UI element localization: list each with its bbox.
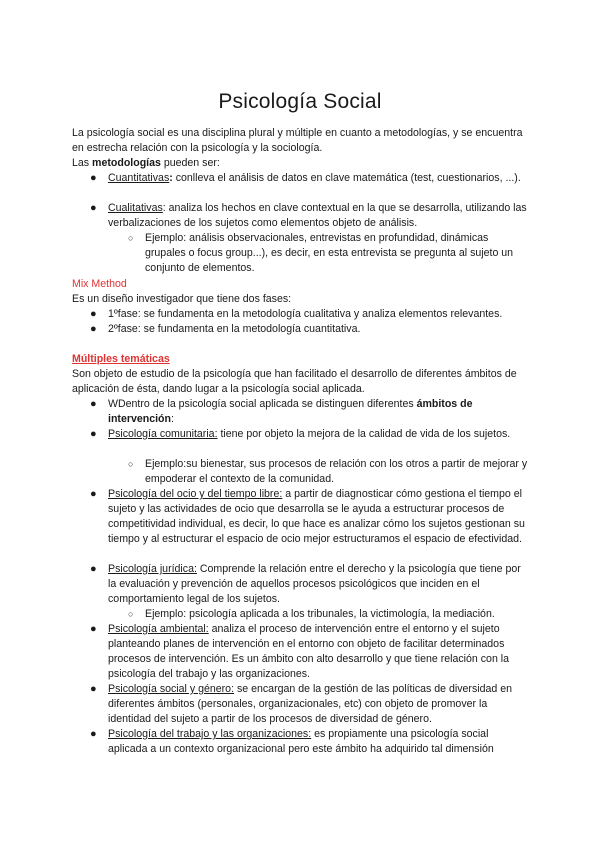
bullet-icon: ● bbox=[90, 172, 97, 184]
bullet-icon: ● bbox=[90, 488, 97, 500]
list-item-ambitos-intro: WDentro de la psicología social aplicada se distinguen diferentes ámbitos de intervención: bbox=[108, 398, 473, 425]
bullet-icon: ● bbox=[90, 202, 97, 214]
list-item-juridica: Psicología jurídica: Comprende la relación entre el derecho y la psicología que tiene por la evaluación y prevención de aquellos procesos psicológicos que inciden en el comportamiento legal de los sujetos. bbox=[108, 563, 521, 605]
bullet-icon: ● bbox=[90, 683, 97, 695]
sublist-item-comunitaria-ejemplo: Ejemplo:su bienestar, sus procesos de relación con los otros a partir de mejorar y empoderar el contexto de la comunidad. bbox=[145, 458, 528, 485]
hollow-bullet-icon: ○ bbox=[128, 609, 134, 619]
hollow-bullet-icon: ○ bbox=[128, 233, 134, 243]
mix-method-heading: Mix Method bbox=[72, 278, 127, 290]
bullet-icon: ● bbox=[90, 563, 97, 575]
page-title: Psicología Social bbox=[218, 90, 382, 113]
list-item-ocio: Psicología del ocio y del tiempo libre: a partir de diagnosticar cómo gestiona el tiempo el sujeto y las actividades de ocio que desarrolla se le ayuda a estructurar procesos de competitividad individual, es decir, lo que hace es analizar cómo los sujetos gestionan su tiempo y al estructurar el espacio de ocio mejor estructuramos el espacio de efectividad. bbox=[108, 488, 525, 545]
list-item-social-genero: Psicología social y género: se encargan de la gestión de las políticas de diversidad en diferentes ámbitos (personales, organizacionales, etc) con objeto de promover la identidad del sujeto a partir de los procesos de diversidad de género. bbox=[108, 683, 513, 725]
intro-paragraph: La psicología social es una disciplina plural y múltiple en cuanto a metodologías, y se encuentra en estrecha relación con la psicología y la sociología. bbox=[72, 127, 523, 154]
multiples-tematicas-heading: Múltiples temáticas bbox=[72, 353, 170, 365]
list-item-comunitaria: Psicología comunitaria: tiene por objeto la mejora de la calidad de vida de los sujetos. bbox=[108, 428, 511, 440]
sublist-item-juridica-ejemplo: Ejemplo: psicología aplicada a los tribunales, la victimología, la mediación. bbox=[145, 608, 495, 620]
metodologias-bold: metodologías bbox=[92, 157, 161, 169]
bullet-icon: ● bbox=[90, 398, 97, 410]
bullet-icon: ● bbox=[90, 623, 97, 635]
multiples-intro: Son objeto de estudio de la psicología que han facilitado el desarrollo de diferentes ámbitos de aplicación de ésta, dando lugar a la psicología social aplicada. bbox=[72, 368, 517, 395]
bullet-icon: ● bbox=[90, 308, 97, 320]
list-item-trabajo-organizaciones: Psicología del trabajo y las organizaciones: es propiamente una psicología social aplicada a un contexto organizacional pero este ámbito ha adquirido tal dimensión bbox=[108, 728, 494, 755]
bullet-icon: ● bbox=[90, 323, 97, 335]
list-item-cualitativas: Cualitativas: analiza los hechos en clave contextual en la que se desarrolla, utilizando las verbalizaciones de los sujetos como elementos objeto de análisis. bbox=[108, 202, 527, 229]
list-item-ambiental: Psicología ambiental: analiza el proceso de intervención entre el entorno y el sujeto planteando planes de intervención en el entorno con objeto de facilitar determinados procesos de intervención. Es un ámbito con alto desarrollo y que tiene relación con la psicología del trabajo y las organizaciones. bbox=[108, 623, 510, 680]
bullet-icon: ● bbox=[90, 728, 97, 740]
list-item-fase-2: 2ºfase: se fundamenta en la metodología cuantitativa. bbox=[108, 323, 361, 335]
list-item-fase-1: 1ºfase: se fundamenta en la metodología cualitativa y analiza elementos relevantes. bbox=[108, 308, 503, 320]
hollow-bullet-icon: ○ bbox=[128, 459, 134, 469]
sublist-item-cualitativas-ejemplo: Ejemplo: análisis observacionales, entrevistas en profundidad, dinámicas grupales o focus group...), es decir, en esta entrevista se pregunta al sujeto un conjunto de elementos. bbox=[145, 232, 514, 274]
mix-method-intro: Es un diseño investigador que tiene dos fases: bbox=[72, 293, 292, 305]
list-item-cuantitativas: Cuantitativas: conlleva el análisis de datos en clave matemática (test, cuestionarios, ...). bbox=[108, 172, 521, 184]
bullet-icon: ● bbox=[90, 428, 97, 440]
metodologias-line: Las metodologías pueden ser: bbox=[72, 157, 220, 169]
